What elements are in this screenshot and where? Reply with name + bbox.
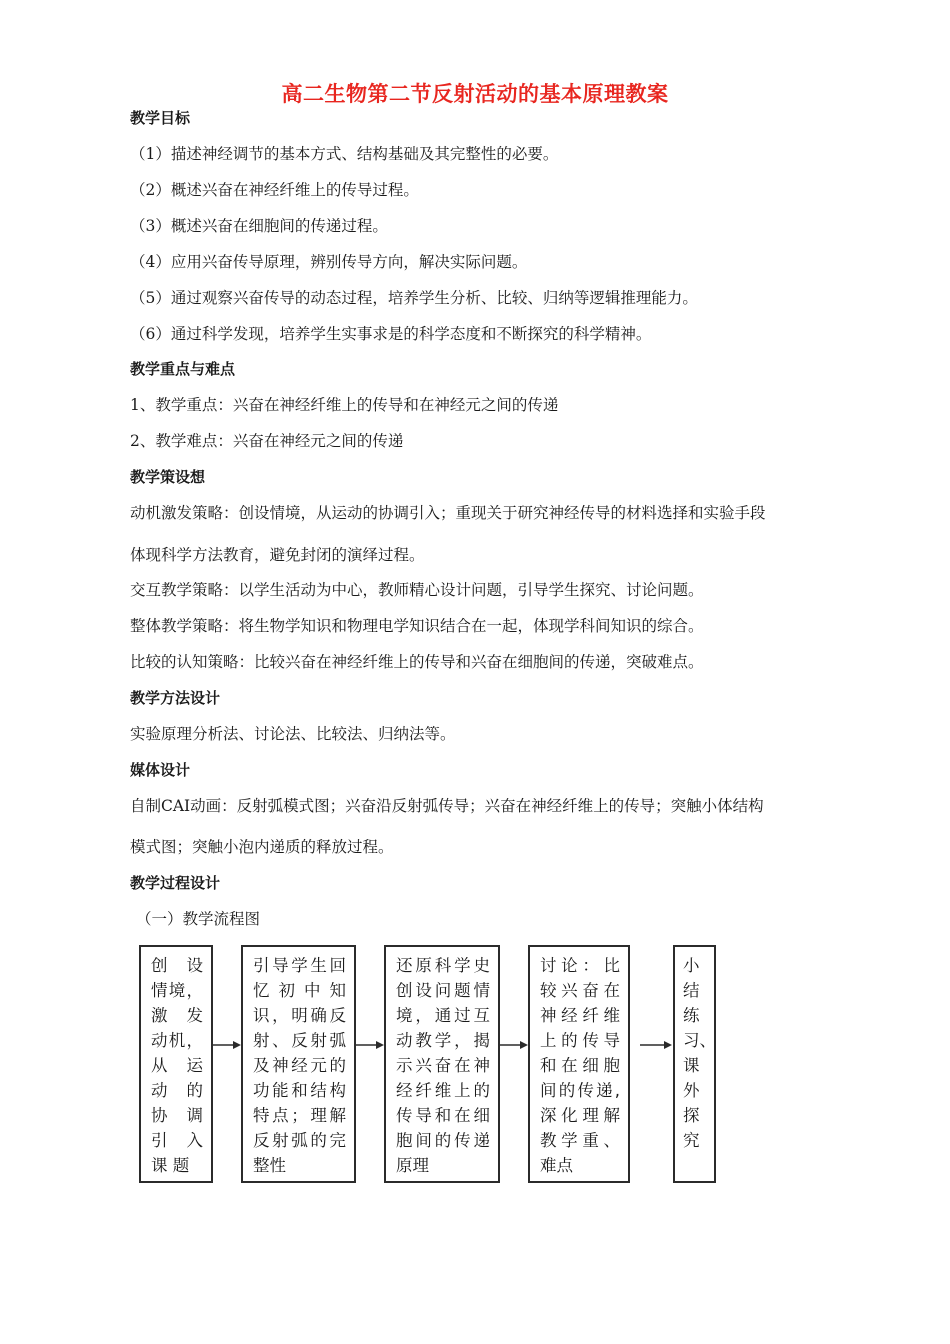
process-heading: 教学过程设计 (130, 874, 221, 892)
objective-item: （3）概述兴奋在细胞间的传递过程。 (130, 217, 388, 235)
objectives-heading: 教学目标 (130, 109, 191, 127)
strategy-item: 动机激发策略：创设情境，从运动的协调引入；重现关于研究神经传导的材料选择和实验手段 (130, 504, 766, 522)
flow-box-5 (673, 945, 716, 1183)
arrow-right-icon (640, 1038, 674, 1052)
strategy-item: 比较的认知策略：比较兴奋在神经纤维上的传导和兴奋在细胞间的传递，突破难点。 (130, 653, 704, 671)
flow-box-text: 创 设 情境，激 发 动机，从 运 动 的 协 调 引 入 课 题 (151, 956, 203, 1175)
flow-box-text: 讨论：比较兴奋在神经纤维上的传导和在细胞间的传递,深化理解教学重、难点 (540, 956, 620, 1175)
flow-box-text: 还原科学史创设问题情境，通过互动教学，揭示兴奋在神经纤维上的传导和在细胞间的传递原理 (396, 956, 490, 1175)
keypoint-item: 2、教学难点：兴奋在神经元之间的传递 (130, 432, 404, 450)
page-title: 高二生物第二节反射活动的基本原理教案 (281, 82, 669, 106)
arrow-right-icon (213, 1038, 243, 1052)
keypoints-heading: 教学重点与难点 (130, 360, 236, 378)
strategy-item: 体现科学方法教育，避免封闭的演绎过程。 (130, 546, 425, 564)
flow-box-4 (528, 945, 630, 1183)
method-heading: 教学方法设计 (130, 689, 221, 707)
objective-item: （1）描述神经调节的基本方式、结构基础及其完整性的必要。 (130, 145, 559, 163)
objective-item: （5）通过观察兴奋传导的动态过程，培养学生分析、比较、归纳等逻辑推理能力。 (130, 289, 698, 307)
objective-item: （4）应用兴奋传导原理，辨别传导方向，解决实际问题。 (130, 253, 528, 271)
process-item: （一）教学流程图 (136, 910, 261, 928)
flow-box-text: 小结练习、课外探究 (683, 956, 716, 1150)
media-item: 模式图；突触小泡内递质的释放过程。 (130, 838, 394, 856)
strategy-heading: 教学策设想 (130, 468, 206, 486)
flow-box-1 (139, 945, 213, 1183)
media-item: 自制CAI动画：反射弧模式图；兴奋沿反射弧传导；兴奋在神经纤维上的传导；突触小体结构 (130, 797, 764, 815)
flow-box-text: 引导学生回忆初中知识，明确反射、反射弧及神经元的功能和结构特点；理解反射弧的完整性 (253, 956, 346, 1175)
media-heading: 媒体设计 (130, 761, 191, 779)
strategy-item: 整体教学策略：将生物学知识和物理电学知识结合在一起，体现学科间知识的综合。 (130, 617, 704, 635)
flow-box-2 (241, 945, 356, 1183)
arrow-right-icon (356, 1038, 386, 1052)
objective-item: （6）通过科学发现，培养学生实事求是的科学态度和不断探究的科学精神。 (130, 325, 652, 343)
flow-box-3 (384, 945, 500, 1183)
strategy-item: 交互教学策略：以学生活动为中心，教师精心设计问题，引导学生探究、讨论问题。 (130, 581, 704, 599)
method-item: 实验原理分析法、讨论法、比较法、归纳法等。 (130, 725, 456, 743)
arrow-right-icon (500, 1038, 530, 1052)
keypoint-item: 1、教学重点：兴奋在神经纤维上的传导和在神经元之间的传递 (130, 396, 559, 414)
objective-item: （2）概述兴奋在神经纤维上的传导过程。 (130, 181, 419, 199)
